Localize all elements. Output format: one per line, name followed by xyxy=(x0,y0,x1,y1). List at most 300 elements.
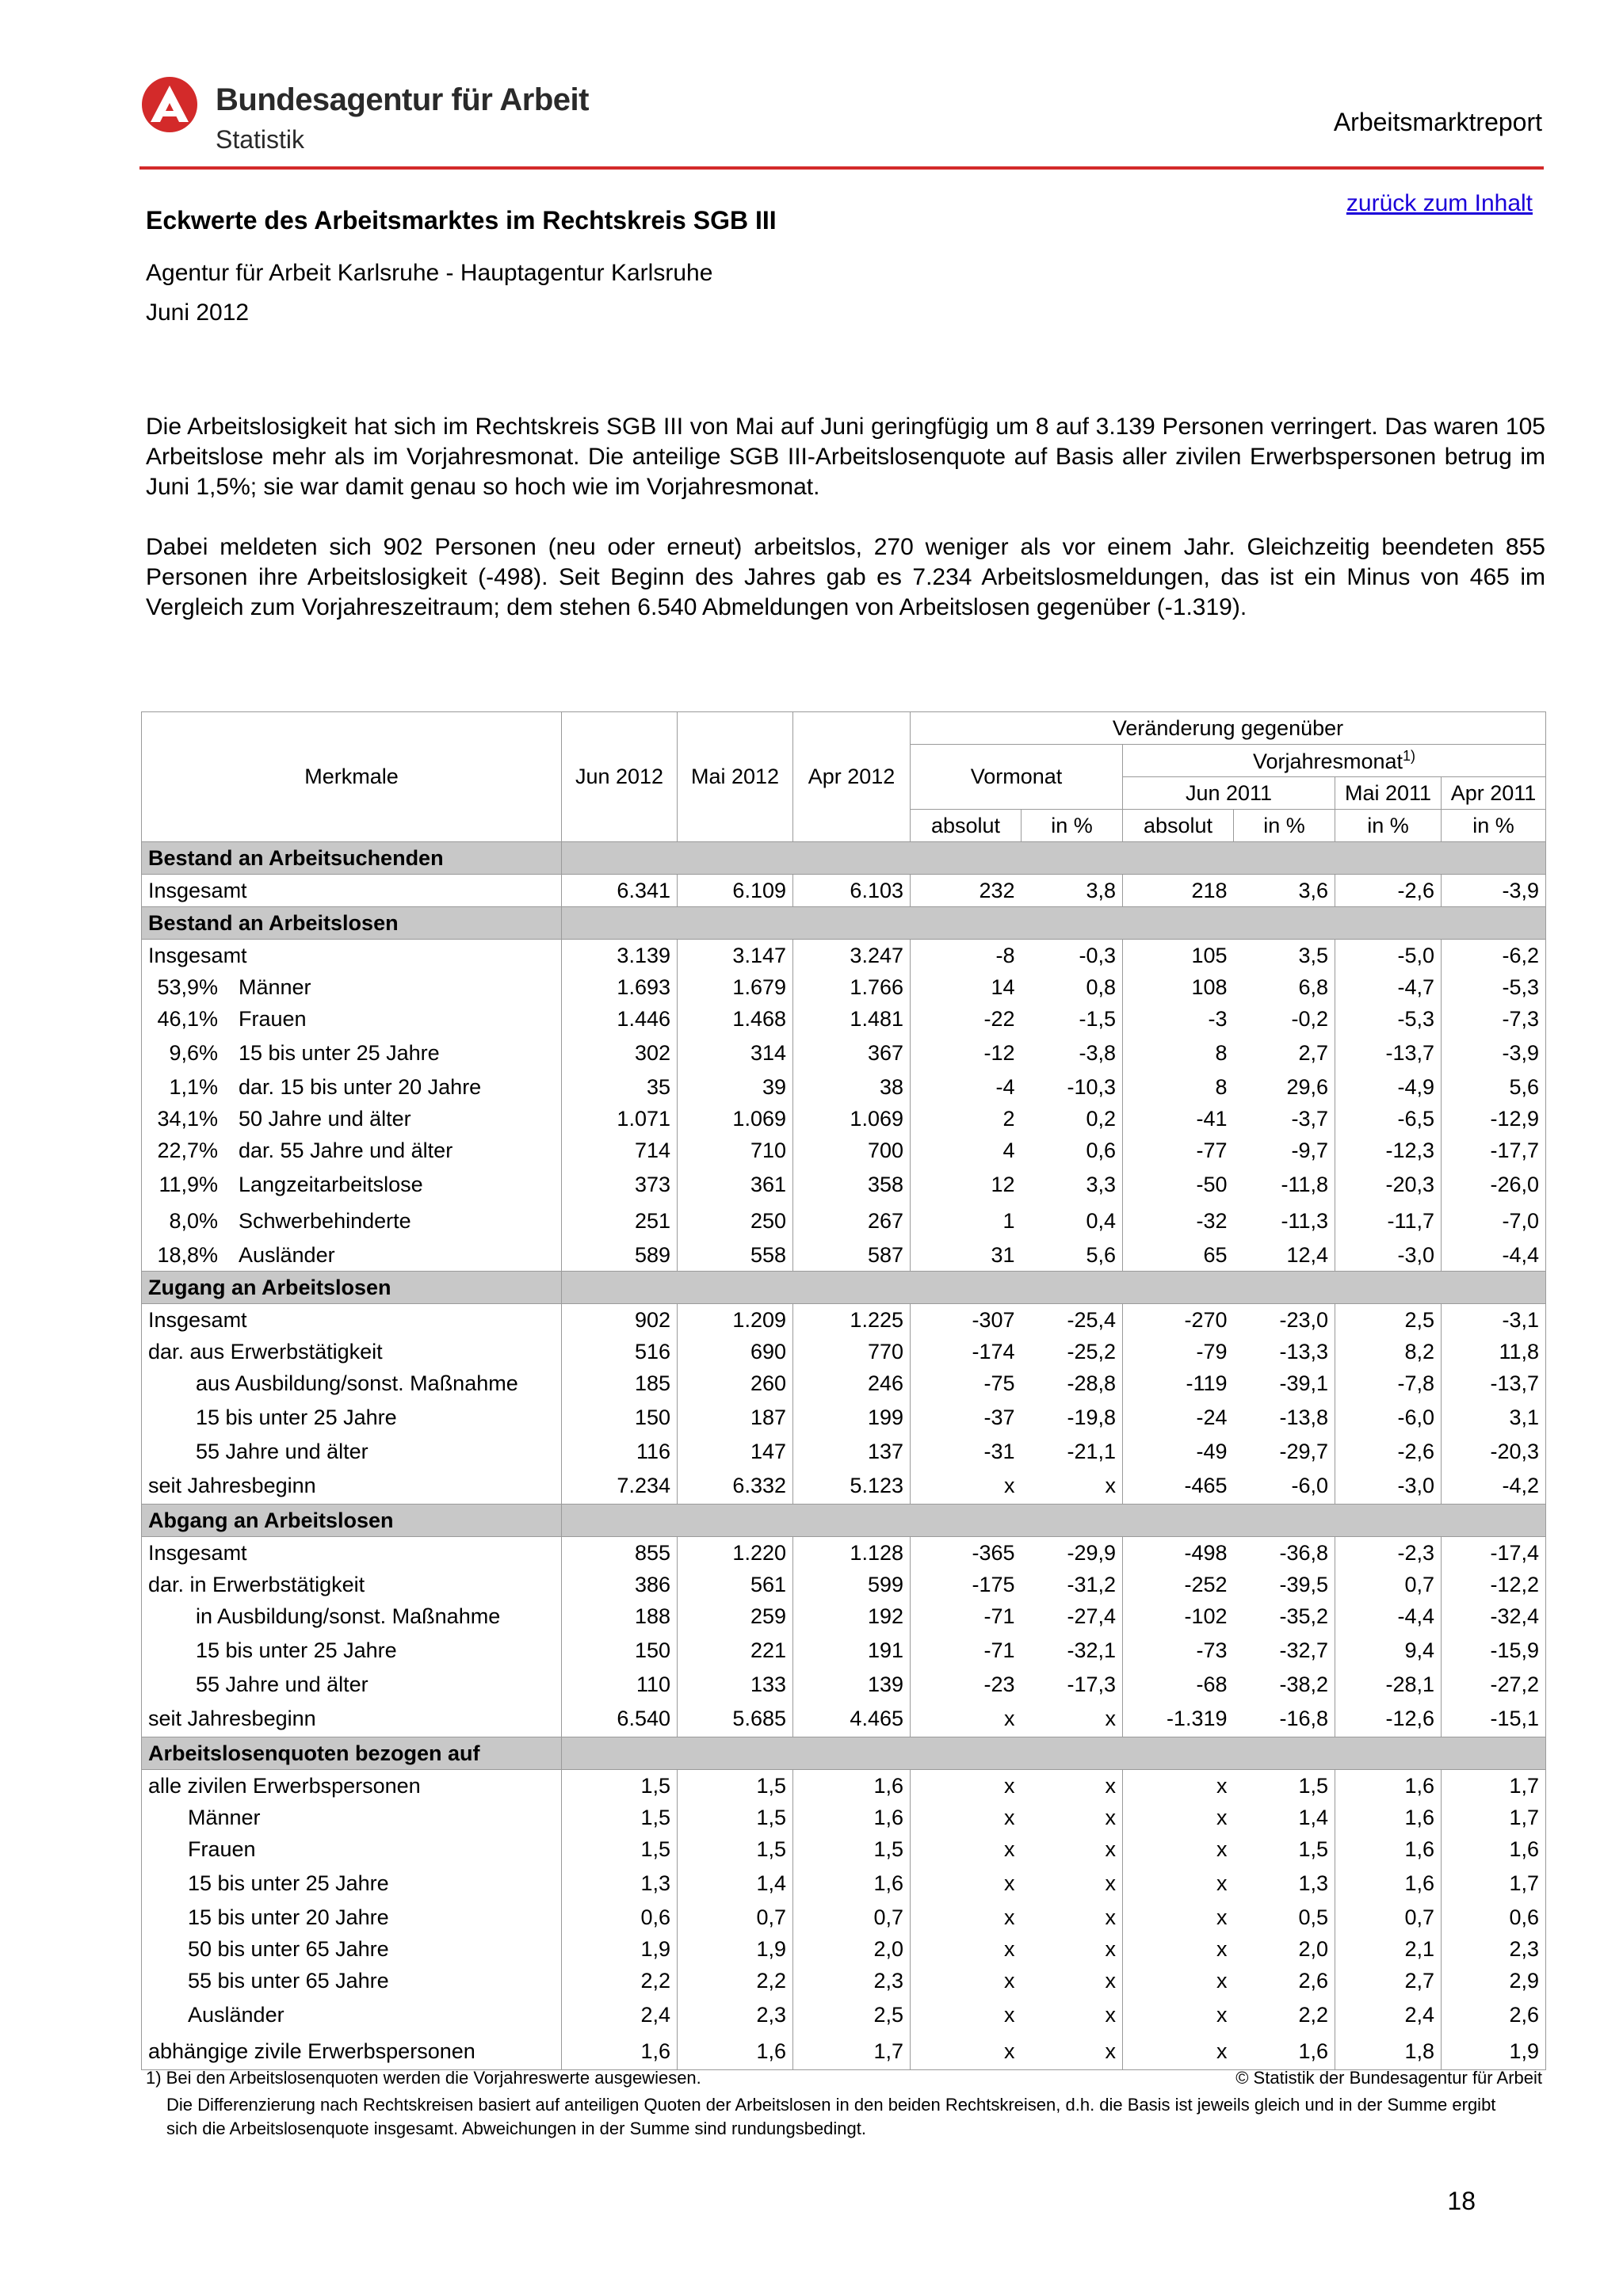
row-label-cell xyxy=(142,1569,562,1600)
row-label-cell xyxy=(142,1467,562,1505)
value-cell: 1,6 xyxy=(793,1770,911,1802)
value-cell: x xyxy=(1022,1965,1123,1997)
row-label-cell xyxy=(142,1802,562,1833)
value-cell: -3 xyxy=(1123,1003,1234,1035)
header-mai-2012: Mai 2012 xyxy=(678,712,793,842)
row-label: 50 Jahre und älter xyxy=(239,1106,411,1131)
value-cell: -11,8 xyxy=(1234,1166,1335,1203)
value-cell: -22 xyxy=(911,1003,1022,1035)
table-row xyxy=(142,875,1546,907)
value-cell: 2,6 xyxy=(1442,1997,1546,2033)
value-cell: 6.109 xyxy=(678,875,793,907)
value-cell: 188 xyxy=(562,1600,678,1632)
value-cell: -12,6 xyxy=(1335,1700,1442,1737)
value-cell: -28,1 xyxy=(1335,1669,1442,1700)
share-percent: 8,0% xyxy=(169,1208,218,1233)
header-in-pct: in % xyxy=(1234,810,1335,842)
row-label: aus Ausbildung/sonst. Maßnahme xyxy=(196,1371,518,1395)
value-cell: 1.069 xyxy=(678,1103,793,1135)
table-row xyxy=(142,1071,1546,1103)
value-cell: 137 xyxy=(793,1436,911,1467)
value-cell: -29,9 xyxy=(1022,1537,1123,1569)
value-cell: 259 xyxy=(678,1600,793,1632)
value-cell: 314 xyxy=(678,1035,793,1071)
value-cell: -13,7 xyxy=(1335,1035,1442,1071)
table-row xyxy=(142,1239,1546,1272)
value-cell: 267 xyxy=(793,1203,911,1239)
value-cell: -3,8 xyxy=(1022,1035,1123,1071)
value-cell: 855 xyxy=(562,1537,678,1569)
value-cell: -3,7 xyxy=(1234,1103,1335,1135)
value-cell: -75 xyxy=(911,1367,1022,1399)
table-row xyxy=(142,1003,1546,1035)
back-to-contents-link[interactable]: zurück zum Inhalt xyxy=(1346,190,1533,216)
value-cell: -0,3 xyxy=(1022,940,1123,972)
value-cell: 386 xyxy=(562,1569,678,1600)
row-label-cell xyxy=(142,971,562,1003)
value-cell: 3.247 xyxy=(793,940,911,972)
value-cell: -7,3 xyxy=(1442,1003,1546,1035)
value-cell: -77 xyxy=(1123,1135,1234,1166)
value-cell: 302 xyxy=(562,1035,678,1071)
row-label: dar. in Erwerbstätigkeit xyxy=(148,1572,365,1596)
share-percent: 18,8% xyxy=(157,1242,218,1267)
table-row xyxy=(142,1304,1546,1337)
value-cell: -37 xyxy=(911,1399,1022,1436)
value-cell: -13,8 xyxy=(1234,1399,1335,1436)
row-label: 55 bis unter 65 Jahre xyxy=(188,1968,389,1993)
row-label-cell xyxy=(142,1965,562,1997)
value-cell: -17,4 xyxy=(1442,1537,1546,1569)
footnote-methodology: Die Differenzierung nach Rechtskreisen basiert auf anteiligen Quoten der Arbeitslosen in den beiden Rechtskreisen, d.h. die Basis ist jeweils gleich und in der Summe ergibt sich die Arbeitslosenquote insgesamt. Abweichungen in der Summe sind rundungsbedingt. xyxy=(166,2095,1496,2138)
value-cell: -10,3 xyxy=(1022,1071,1123,1103)
table-row xyxy=(142,1997,1546,2033)
value-cell: -49 xyxy=(1123,1436,1234,1467)
value-cell: -307 xyxy=(911,1304,1022,1337)
value-cell: -365 xyxy=(911,1537,1022,1569)
value-cell: 1,6 xyxy=(1335,1833,1442,1865)
value-cell: x xyxy=(911,1965,1022,1997)
agency-subtitle: Agentur für Arbeit Karlsruhe - Hauptagentur Karlsruhe xyxy=(146,260,713,286)
header-in-pct: in % xyxy=(1335,810,1442,842)
table-row xyxy=(142,1802,1546,1833)
value-cell: 1,5 xyxy=(562,1802,678,1833)
row-label: Ausländer xyxy=(239,1242,335,1267)
value-cell: 1,8 xyxy=(1335,2033,1442,2070)
value-cell: -24 xyxy=(1123,1399,1234,1436)
value-cell: -3,1 xyxy=(1442,1304,1546,1337)
table-row xyxy=(142,1367,1546,1399)
row-label: dar. 55 Jahre und älter xyxy=(239,1138,453,1162)
value-cell: 0,5 xyxy=(1234,1901,1335,1933)
value-cell: x xyxy=(1022,1770,1123,1802)
value-cell: x xyxy=(1123,1802,1234,1833)
value-cell: -16,8 xyxy=(1234,1700,1335,1737)
value-cell: 2,4 xyxy=(1335,1997,1442,2033)
header-vorjahresmonat-label: Vorjahresmonat xyxy=(1252,749,1403,773)
value-cell: 0,6 xyxy=(562,1901,678,1933)
row-label: Langzeitarbeitslose xyxy=(239,1172,423,1196)
row-label: Schwerbehinderte xyxy=(239,1208,411,1233)
header-vorjahresmonat xyxy=(1123,745,1546,777)
value-cell: x xyxy=(1022,1833,1123,1865)
table-body xyxy=(142,842,1546,2070)
value-cell: -79 xyxy=(1123,1336,1234,1367)
value-cell: -25,2 xyxy=(1022,1336,1123,1367)
section-fill xyxy=(562,1737,1546,1770)
table-row xyxy=(142,1203,1546,1239)
value-cell: x xyxy=(911,1933,1022,1965)
value-cell: 2 xyxy=(911,1103,1022,1135)
table-row xyxy=(142,1865,1546,1901)
row-label: alle zivilen Erwerbspersonen xyxy=(148,1773,421,1798)
value-cell: 6.332 xyxy=(678,1467,793,1505)
table-row xyxy=(142,1933,1546,1965)
section-title: Bestand an Arbeitslosen xyxy=(142,907,562,940)
value-cell: 260 xyxy=(678,1367,793,1399)
row-label: dar. 15 bis unter 20 Jahre xyxy=(239,1074,482,1099)
section-header-row xyxy=(142,1737,1546,1770)
row-label: dar. aus Erwerbstätigkeit xyxy=(148,1339,383,1363)
value-cell: -3,0 xyxy=(1335,1467,1442,1505)
value-cell: -13,3 xyxy=(1234,1336,1335,1367)
value-cell: 3,1 xyxy=(1442,1399,1546,1436)
value-cell: 1,7 xyxy=(1442,1802,1546,1833)
value-cell: -68 xyxy=(1123,1669,1234,1700)
value-cell: 1,6 xyxy=(1335,1802,1442,1833)
value-cell: 221 xyxy=(678,1632,793,1669)
value-cell: 1.481 xyxy=(793,1003,911,1035)
table-row xyxy=(142,1700,1546,1737)
value-cell: x xyxy=(1022,1933,1123,1965)
value-cell: -21,1 xyxy=(1022,1436,1123,1467)
value-cell: 1,5 xyxy=(562,1833,678,1865)
header-apr-2011: Apr 2011 xyxy=(1442,777,1546,810)
value-cell: x xyxy=(1022,1700,1123,1737)
value-cell: 0,6 xyxy=(1442,1901,1546,1933)
value-cell: -39,1 xyxy=(1234,1367,1335,1399)
row-label: Frauen xyxy=(239,1006,307,1031)
value-cell: 1.468 xyxy=(678,1003,793,1035)
value-cell: 1,3 xyxy=(562,1865,678,1901)
value-cell: -7,8 xyxy=(1335,1367,1442,1399)
header-mai-2011: Mai 2011 xyxy=(1335,777,1442,810)
section-fill xyxy=(562,1505,1546,1537)
row-label-cell xyxy=(142,1304,562,1337)
value-cell: x xyxy=(1022,1865,1123,1901)
value-cell: 14 xyxy=(911,971,1022,1003)
value-cell: 1,5 xyxy=(562,1770,678,1802)
value-cell: 1.446 xyxy=(562,1003,678,1035)
table-row xyxy=(142,971,1546,1003)
value-cell: x xyxy=(1022,1901,1123,1933)
value-cell: 1,6 xyxy=(1442,1833,1546,1865)
value-cell: -31,2 xyxy=(1022,1569,1123,1600)
row-label-cell xyxy=(142,1537,562,1569)
table-row xyxy=(142,1600,1546,1632)
value-cell: x xyxy=(911,2033,1022,2070)
footnote: 1) Bei den Arbeitslosenquoten werden die Vorjahreswerte ausgewiesen. xyxy=(146,2068,701,2088)
value-cell: -12,2 xyxy=(1442,1569,1546,1600)
value-cell: 110 xyxy=(562,1669,678,1700)
value-cell: 1.069 xyxy=(793,1103,911,1135)
value-cell: -27,2 xyxy=(1442,1669,1546,1700)
table-row xyxy=(142,1135,1546,1166)
value-cell: 1,7 xyxy=(1442,1770,1546,1802)
value-cell: -1,5 xyxy=(1022,1003,1123,1035)
table-row xyxy=(142,1632,1546,1669)
table-row xyxy=(142,1669,1546,1700)
value-cell: 1,4 xyxy=(1234,1802,1335,1833)
section-fill xyxy=(562,907,1546,940)
value-cell: 587 xyxy=(793,1239,911,1272)
value-cell: 1.209 xyxy=(678,1304,793,1337)
value-cell: -41 xyxy=(1123,1103,1234,1135)
value-cell: -119 xyxy=(1123,1367,1234,1399)
value-cell: 2,4 xyxy=(562,1997,678,2033)
table-row xyxy=(142,1166,1546,1203)
value-cell: -26,0 xyxy=(1442,1166,1546,1203)
row-label: Insgesamt xyxy=(148,1307,247,1332)
value-cell: 1,6 xyxy=(1234,2033,1335,2070)
row-label-cell xyxy=(142,1770,562,1802)
header-merkmale: Merkmale xyxy=(142,712,562,842)
table-row xyxy=(142,1103,1546,1135)
share-percent: 11,9% xyxy=(158,1172,218,1196)
value-cell: x xyxy=(1123,1933,1234,1965)
value-cell: 1,5 xyxy=(1234,1770,1335,1802)
value-cell: 0,7 xyxy=(1335,1569,1442,1600)
value-cell: -1.319 xyxy=(1123,1700,1234,1737)
row-label-cell xyxy=(142,1035,562,1071)
value-cell: -3,0 xyxy=(1335,1239,1442,1272)
row-label-cell xyxy=(142,2033,562,2070)
value-cell: 0,7 xyxy=(1335,1901,1442,1933)
section-header-row xyxy=(142,842,1546,875)
value-cell: -23,0 xyxy=(1234,1304,1335,1337)
value-cell: x xyxy=(1123,1901,1234,1933)
value-cell: -498 xyxy=(1123,1537,1234,1569)
value-cell: -3,9 xyxy=(1442,1035,1546,1071)
value-cell: x xyxy=(911,1833,1022,1865)
row-label-cell xyxy=(142,1135,562,1166)
value-cell: 251 xyxy=(562,1203,678,1239)
row-label: 15 bis unter 25 Jahre xyxy=(196,1638,397,1662)
value-cell: 38 xyxy=(793,1071,911,1103)
value-cell: 2,3 xyxy=(1442,1933,1546,1965)
value-cell: 1,9 xyxy=(562,1933,678,1965)
row-label-cell xyxy=(142,1669,562,1700)
row-label: 50 bis unter 65 Jahre xyxy=(188,1936,389,1961)
row-label-cell xyxy=(142,1700,562,1737)
value-cell: 714 xyxy=(562,1135,678,1166)
row-label-cell xyxy=(142,1833,562,1865)
value-cell: 1,7 xyxy=(793,2033,911,2070)
value-cell: x xyxy=(911,1997,1022,2033)
value-cell: -6,2 xyxy=(1442,940,1546,972)
value-cell: 1,9 xyxy=(1442,2033,1546,2070)
table-row xyxy=(142,1833,1546,1865)
value-cell: 2,0 xyxy=(793,1933,911,1965)
value-cell: 1,6 xyxy=(1335,1770,1442,1802)
row-label-cell xyxy=(142,1399,562,1436)
value-cell: -19,8 xyxy=(1022,1399,1123,1436)
value-cell: 1.679 xyxy=(678,971,793,1003)
share-percent: 22,7% xyxy=(157,1138,218,1162)
value-cell: -17,7 xyxy=(1442,1135,1546,1166)
copyright: © Statistik der Bundesagentur für Arbeit xyxy=(1235,2068,1542,2088)
value-cell: -31 xyxy=(911,1436,1022,1467)
row-label-cell xyxy=(142,1071,562,1103)
value-cell: 700 xyxy=(793,1135,911,1166)
row-label-cell xyxy=(142,1997,562,2033)
value-cell: -12,3 xyxy=(1335,1135,1442,1166)
value-cell: -32,7 xyxy=(1234,1632,1335,1669)
value-cell: x xyxy=(911,1700,1022,1737)
table-row xyxy=(142,1035,1546,1071)
value-cell: -32 xyxy=(1123,1203,1234,1239)
value-cell: 2,2 xyxy=(562,1965,678,1997)
value-cell: -5,0 xyxy=(1335,940,1442,972)
value-cell: -6,0 xyxy=(1234,1467,1335,1505)
value-cell: 0,6 xyxy=(1022,1135,1123,1166)
value-cell: 1,6 xyxy=(678,2033,793,2070)
value-cell: -252 xyxy=(1123,1569,1234,1600)
value-cell: 5.123 xyxy=(793,1467,911,1505)
footnote-marker: 1) xyxy=(1403,747,1416,764)
org-name: Bundesagentur für Arbeit xyxy=(216,82,589,117)
value-cell: x xyxy=(1123,1865,1234,1901)
row-label: Männer xyxy=(188,1805,261,1829)
value-cell: 589 xyxy=(562,1239,678,1272)
value-cell: -9,7 xyxy=(1234,1135,1335,1166)
value-cell: 187 xyxy=(678,1399,793,1436)
section-title: Abgang an Arbeitslosen xyxy=(142,1505,562,1537)
summary-paragraph-2: Dabei meldeten sich 902 Personen (neu oder erneut) arbeitslos, 270 weniger als vor einem Jahr. Gleichzeitig beendeten 855 Personen ihre Arbeitslosigkeit (-498). Seit Beginn des Jahres gab es 7.234 Arbeitslosmeldungen, das ist ein Minus von 465 im Vergleich zum Vorjahreszeitraum; dem stehen 6.540 Abmeldungen von Arbeitslosen gegenüber (-1.319). xyxy=(146,534,1545,620)
page-number: 18 xyxy=(1447,2187,1476,2215)
value-cell: 2,0 xyxy=(1234,1933,1335,1965)
value-cell: 150 xyxy=(562,1399,678,1436)
table-row xyxy=(142,1770,1546,1802)
value-cell: -15,1 xyxy=(1442,1700,1546,1737)
row-label-cell xyxy=(142,1166,562,1203)
row-label-cell xyxy=(142,875,562,907)
value-cell: 0,8 xyxy=(1022,971,1123,1003)
value-cell: 770 xyxy=(793,1336,911,1367)
section-header-row xyxy=(142,1505,1546,1537)
value-cell: 1.220 xyxy=(678,1537,793,1569)
row-label-cell xyxy=(142,1203,562,1239)
value-cell: 1,6 xyxy=(1335,1865,1442,1901)
summary-paragraph-1: Die Arbeitslosigkeit hat sich im Rechtskreis SGB III von Mai auf Juni geringfügig um 8 auf 3.139 Personen verringert. Das waren 105 Arbeitslose mehr als im Vorjahresmonat. Die anteilige SGB III-Arbeitslosenquote auf Basis aller zivilen Erwerbspersonen betrug im Juni 1,5%; sie war damit genau so hoch wie im Vorjahresmonat. xyxy=(146,414,1545,500)
value-cell: 2,7 xyxy=(1234,1035,1335,1071)
row-label-cell xyxy=(142,1239,562,1272)
header-veraenderung: Veränderung gegenüber xyxy=(911,712,1546,745)
value-cell: 6.103 xyxy=(793,875,911,907)
value-cell: x xyxy=(1123,1833,1234,1865)
value-cell: 1,5 xyxy=(793,1833,911,1865)
value-cell: 3,6 xyxy=(1234,875,1335,907)
share-percent: 34,1% xyxy=(157,1106,218,1131)
value-cell: 218 xyxy=(1123,875,1234,907)
value-cell: x xyxy=(911,1770,1022,1802)
value-cell: 1,6 xyxy=(793,1802,911,1833)
header-absolut: absolut xyxy=(911,810,1022,842)
value-cell: -73 xyxy=(1123,1632,1234,1669)
value-cell: 367 xyxy=(793,1035,911,1071)
value-cell: 192 xyxy=(793,1600,911,1632)
report-period: Juni 2012 xyxy=(146,299,250,326)
value-cell: -27,4 xyxy=(1022,1600,1123,1632)
table-row xyxy=(142,1399,1546,1436)
section-header-row xyxy=(142,907,1546,940)
value-cell: -465 xyxy=(1123,1467,1234,1505)
value-cell: 8 xyxy=(1123,1035,1234,1071)
row-label: 55 Jahre und älter xyxy=(196,1672,369,1696)
value-cell: x xyxy=(1022,1802,1123,1833)
row-label: 15 bis unter 25 Jahre xyxy=(196,1405,397,1429)
labour-market-table xyxy=(141,711,1546,2070)
row-label-cell xyxy=(142,1336,562,1367)
value-cell: -20,3 xyxy=(1335,1166,1442,1203)
value-cell: 1,3 xyxy=(1234,1865,1335,1901)
value-cell: x xyxy=(911,1802,1022,1833)
value-cell: 1 xyxy=(911,1203,1022,1239)
header-divider xyxy=(139,166,1544,170)
value-cell: x xyxy=(1022,1467,1123,1505)
value-cell: 5.685 xyxy=(678,1700,793,1737)
row-label: 15 bis unter 25 Jahre xyxy=(239,1040,440,1065)
org-subtitle: Statistik xyxy=(216,125,305,154)
value-cell: 12 xyxy=(911,1166,1022,1203)
value-cell: -4,9 xyxy=(1335,1071,1442,1103)
section-fill xyxy=(562,1272,1546,1304)
value-cell: -12 xyxy=(911,1035,1022,1071)
value-cell: 1,6 xyxy=(562,2033,678,2070)
value-cell: 1,5 xyxy=(678,1833,793,1865)
header-apr-2012: Apr 2012 xyxy=(793,712,911,842)
value-cell: -36,8 xyxy=(1234,1537,1335,1569)
value-cell: 6.341 xyxy=(562,875,678,907)
value-cell: 1,6 xyxy=(793,1865,911,1901)
table-row xyxy=(142,1436,1546,1467)
value-cell: 250 xyxy=(678,1203,793,1239)
value-cell: x xyxy=(1123,2033,1234,2070)
value-cell: -71 xyxy=(911,1632,1022,1669)
value-cell: 1.071 xyxy=(562,1103,678,1135)
value-cell: 108 xyxy=(1123,971,1234,1003)
header-jun-2011: Jun 2011 xyxy=(1123,777,1335,810)
row-label-cell xyxy=(142,1901,562,1933)
value-cell: 2,1 xyxy=(1335,1933,1442,1965)
value-cell: 6.540 xyxy=(562,1700,678,1737)
row-label-cell xyxy=(142,1933,562,1965)
value-cell: 5,6 xyxy=(1022,1239,1123,1272)
value-cell: -8 xyxy=(911,940,1022,972)
value-cell: 710 xyxy=(678,1135,793,1166)
value-cell: 199 xyxy=(793,1399,911,1436)
table-row xyxy=(142,1537,1546,1569)
value-cell: 1,7 xyxy=(1442,1865,1546,1901)
value-cell: -32,4 xyxy=(1442,1600,1546,1632)
value-cell: 1.766 xyxy=(793,971,911,1003)
value-cell: -7,0 xyxy=(1442,1203,1546,1239)
value-cell: 0,2 xyxy=(1022,1103,1123,1135)
row-label: in Ausbildung/sonst. Maßnahme xyxy=(196,1604,501,1628)
value-cell: 690 xyxy=(678,1336,793,1367)
share-percent: 53,9% xyxy=(157,974,218,999)
row-label: Insgesamt xyxy=(148,943,247,967)
